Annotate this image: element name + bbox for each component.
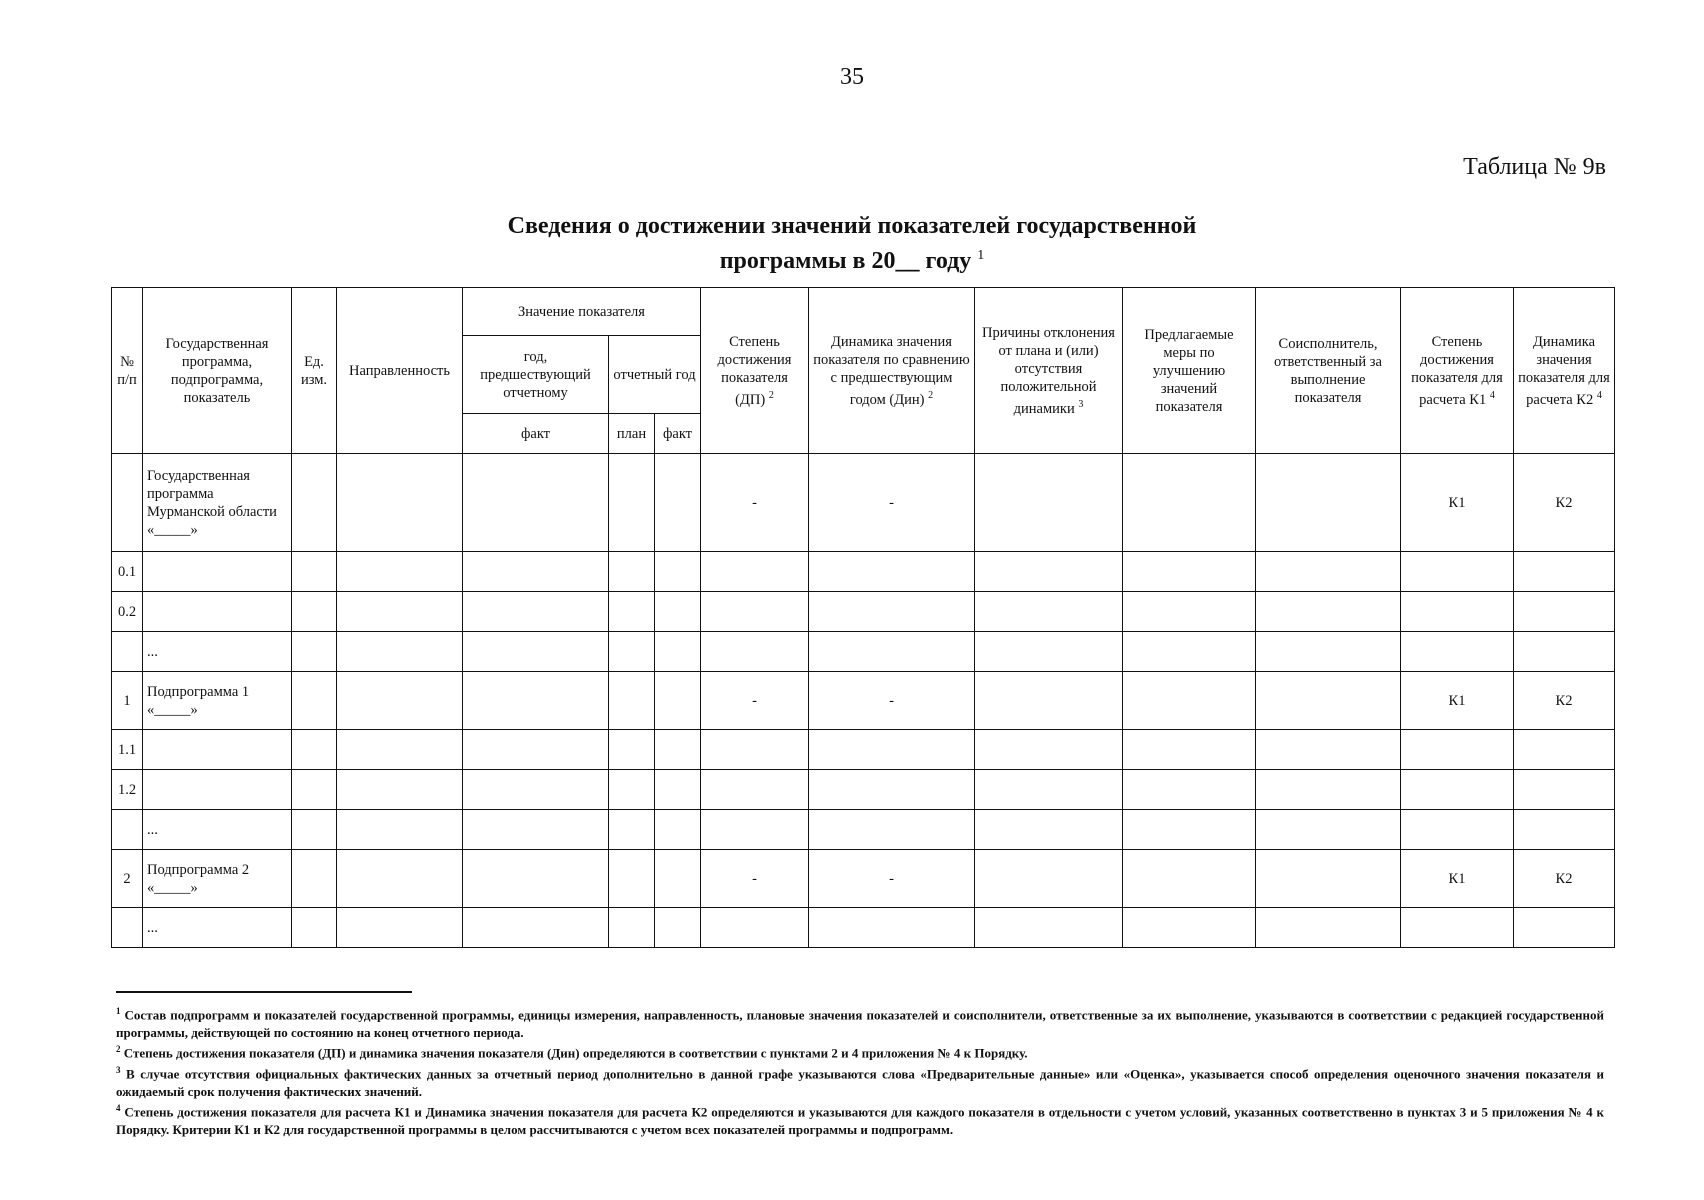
header-k2 bbox=[1514, 288, 1615, 454]
row-fact-cell bbox=[655, 454, 701, 552]
row-k1-cell: К1 bbox=[1401, 672, 1514, 730]
row-dp-cell: - bbox=[701, 850, 809, 908]
row-num-cell: 1.2 bbox=[112, 770, 143, 810]
row-din-cell bbox=[809, 770, 975, 810]
row-dp-cell bbox=[701, 810, 809, 850]
row-responsible-cell bbox=[1256, 672, 1401, 730]
title-line-2-text: программы в 20__ году bbox=[719, 248, 972, 274]
row-fact-cell bbox=[655, 632, 701, 672]
row-fact-cell bbox=[655, 908, 701, 948]
row-plan-cell bbox=[609, 730, 655, 770]
header-direction: Направленность bbox=[337, 288, 463, 454]
row-num-cell bbox=[112, 908, 143, 948]
row-num-cell: 0.2 bbox=[112, 592, 143, 632]
table-row bbox=[112, 770, 1615, 810]
row-k2-cell: К2 bbox=[1514, 850, 1615, 908]
table-row bbox=[112, 730, 1615, 770]
footnote bbox=[116, 1100, 1604, 1138]
row-direction-cell bbox=[337, 592, 463, 632]
row-din-cell: - bbox=[809, 672, 975, 730]
row-unit-cell bbox=[292, 454, 337, 552]
row-fact-cell bbox=[655, 810, 701, 850]
row-dp-cell bbox=[701, 770, 809, 810]
row-reasons-cell bbox=[975, 552, 1123, 592]
row-responsible-cell bbox=[1256, 552, 1401, 592]
row-k2-cell bbox=[1514, 908, 1615, 948]
header-dp bbox=[701, 288, 809, 454]
row-k2-cell bbox=[1514, 770, 1615, 810]
header-prev-year: год, предшествующий отчетному bbox=[463, 336, 609, 414]
header-reasons-mark: 3 bbox=[1078, 398, 1084, 410]
table-row bbox=[112, 454, 1615, 552]
row-plan-cell bbox=[609, 810, 655, 850]
row-measures-cell bbox=[1123, 850, 1256, 908]
header-program: Государственная программа, подпрограмма, показатель bbox=[143, 288, 292, 454]
row-reasons-cell bbox=[975, 592, 1123, 632]
row-direction-cell bbox=[337, 632, 463, 672]
row-responsible-cell bbox=[1256, 908, 1401, 948]
row-k2-cell bbox=[1514, 592, 1615, 632]
title-line-1: Сведения о достижении значений показателей государственной bbox=[507, 213, 1197, 239]
row-fact-prev-cell bbox=[463, 908, 609, 948]
footnote-text: Степень достижения показателя (ДП) и динамика значения показателя (Дин) определяются в соответствии с пунктами 2 и 4 приложения № 4 к Порядку. bbox=[123, 1045, 1028, 1061]
row-measures-cell bbox=[1123, 592, 1256, 632]
table-body bbox=[112, 454, 1615, 948]
row-unit-cell bbox=[292, 672, 337, 730]
row-din-cell bbox=[809, 810, 975, 850]
footnote-mark: 1 bbox=[116, 1006, 121, 1016]
row-name-cell: ... bbox=[143, 810, 292, 850]
title-footnote-mark: 1 bbox=[977, 248, 985, 263]
page-number: 35 bbox=[840, 64, 864, 90]
table-row bbox=[112, 850, 1615, 908]
row-k1-cell bbox=[1401, 552, 1514, 592]
row-k1-cell bbox=[1401, 592, 1514, 632]
table-row bbox=[112, 632, 1615, 672]
row-direction-cell bbox=[337, 730, 463, 770]
table-row bbox=[112, 908, 1615, 948]
header-k2-mark: 4 bbox=[1596, 389, 1602, 401]
row-num-cell bbox=[112, 632, 143, 672]
row-k2-cell bbox=[1514, 552, 1615, 592]
row-name-cell: ... bbox=[143, 908, 292, 948]
header-din-text: Динамика значения показателя по сравнению с предшествующим годом (Дин) bbox=[813, 333, 970, 408]
row-unit-cell bbox=[292, 552, 337, 592]
row-measures-cell bbox=[1123, 730, 1256, 770]
footnote-mark: 3 bbox=[116, 1065, 121, 1076]
row-fact-prev-cell bbox=[463, 810, 609, 850]
row-num-cell: 2 bbox=[112, 850, 143, 908]
header-reasons-text: Причины отклонения от плана и (или) отсутствия положительной динамики bbox=[982, 324, 1115, 417]
row-direction-cell bbox=[337, 908, 463, 948]
row-dp-cell bbox=[701, 552, 809, 592]
table-row bbox=[112, 552, 1615, 592]
row-name-cell: ... bbox=[143, 632, 292, 672]
row-reasons-cell bbox=[975, 850, 1123, 908]
header-unit: Ед. изм. bbox=[292, 288, 337, 454]
title-line-2 bbox=[0, 241, 1704, 276]
row-name-cell bbox=[143, 552, 292, 592]
row-measures-cell bbox=[1123, 632, 1256, 672]
row-num-cell bbox=[112, 810, 143, 850]
row-plan-cell bbox=[609, 552, 655, 592]
row-k1-cell bbox=[1401, 730, 1514, 770]
row-k2-cell: К2 bbox=[1514, 454, 1615, 552]
row-name-cell: Подпрограмма 1 «_____» bbox=[143, 672, 292, 730]
header-k2-text: Динамика значения показателя для расчета К2 bbox=[1518, 333, 1610, 408]
row-num-cell: 0.1 bbox=[112, 552, 143, 592]
row-unit-cell bbox=[292, 632, 337, 672]
row-num-cell bbox=[112, 454, 143, 552]
row-reasons-cell bbox=[975, 770, 1123, 810]
footnote-mark: 4 bbox=[116, 1103, 121, 1114]
row-fact-cell bbox=[655, 552, 701, 592]
footnote bbox=[116, 1041, 1604, 1062]
row-unit-cell bbox=[292, 730, 337, 770]
header-measures: Предлагаемые меры по улучшению значений показателя bbox=[1123, 288, 1256, 454]
table-label: Таблица № 9в bbox=[1463, 154, 1606, 180]
row-responsible-cell bbox=[1256, 770, 1401, 810]
row-responsible-cell bbox=[1256, 454, 1401, 552]
row-k1-cell: К1 bbox=[1401, 454, 1514, 552]
row-reasons-cell bbox=[975, 672, 1123, 730]
row-k2-cell bbox=[1514, 632, 1615, 672]
row-fact-prev-cell bbox=[463, 850, 609, 908]
footnote bbox=[116, 1003, 1604, 1041]
table-row bbox=[112, 810, 1615, 850]
row-fact-cell bbox=[655, 770, 701, 810]
report-table bbox=[111, 287, 1615, 948]
row-dp-cell bbox=[701, 730, 809, 770]
row-name-cell: Государственная программа Мурманской области «_____» bbox=[143, 454, 292, 552]
row-reasons-cell bbox=[975, 730, 1123, 770]
footnotes bbox=[116, 1003, 1604, 1139]
row-fact-cell bbox=[655, 850, 701, 908]
row-k1-cell: К1 bbox=[1401, 850, 1514, 908]
header-plan: план bbox=[609, 414, 655, 454]
header-report-year: отчетный год bbox=[609, 336, 701, 414]
row-k2-cell bbox=[1514, 730, 1615, 770]
row-fact-prev-cell bbox=[463, 454, 609, 552]
row-fact-prev-cell bbox=[463, 730, 609, 770]
row-dp-cell bbox=[701, 632, 809, 672]
header-num: № п/п bbox=[112, 288, 143, 454]
row-din-cell bbox=[809, 908, 975, 948]
row-responsible-cell bbox=[1256, 810, 1401, 850]
row-reasons-cell bbox=[975, 908, 1123, 948]
row-unit-cell bbox=[292, 770, 337, 810]
row-measures-cell bbox=[1123, 672, 1256, 730]
header-din bbox=[809, 288, 975, 454]
row-name-cell bbox=[143, 730, 292, 770]
row-unit-cell bbox=[292, 908, 337, 948]
row-name-cell bbox=[143, 770, 292, 810]
header-din-mark: 2 bbox=[928, 389, 934, 401]
row-responsible-cell bbox=[1256, 632, 1401, 672]
row-din-cell: - bbox=[809, 850, 975, 908]
row-dp-cell bbox=[701, 908, 809, 948]
row-dp-cell: - bbox=[701, 672, 809, 730]
row-reasons-cell bbox=[975, 454, 1123, 552]
row-k1-cell bbox=[1401, 810, 1514, 850]
footnote-text: Степень достижения показателя для расчета К1 и Динамика значения показателя для расчета К2 определяются и указываются для каждого показателя в отдельности с учетом условий, указанных соответственно в пунктах 3 и 5 приложения № 4 к Порядку. Критерии К1 и К2 для государственной программы в целом рассчитываются с учетом всех показателей программы и подпрограмм. bbox=[116, 1104, 1605, 1138]
row-fact-prev-cell bbox=[463, 632, 609, 672]
row-direction-cell bbox=[337, 672, 463, 730]
row-measures-cell bbox=[1123, 810, 1256, 850]
row-measures-cell bbox=[1123, 908, 1256, 948]
row-plan-cell bbox=[609, 454, 655, 552]
row-fact-cell bbox=[655, 592, 701, 632]
row-din-cell bbox=[809, 592, 975, 632]
header-dp-mark: 2 bbox=[768, 389, 774, 401]
row-plan-cell bbox=[609, 592, 655, 632]
row-reasons-cell bbox=[975, 810, 1123, 850]
header-responsible: Соисполнитель, ответственный за выполнение показателя bbox=[1256, 288, 1401, 454]
row-direction-cell bbox=[337, 810, 463, 850]
row-dp-cell bbox=[701, 592, 809, 632]
row-measures-cell bbox=[1123, 552, 1256, 592]
table-row bbox=[112, 592, 1615, 632]
row-din-cell bbox=[809, 730, 975, 770]
row-din-cell bbox=[809, 632, 975, 672]
row-k2-cell: К2 bbox=[1514, 672, 1615, 730]
footnote-text: В случае отсутствия официальных фактических данных за отчетный период дополнительно в данной графе указываются слова «Предварительные данные» или «Оценка», указывается способ определения оценочного значения показателя и ожидаемый срок получения фактических значений. bbox=[116, 1066, 1604, 1099]
row-din-cell: - bbox=[809, 454, 975, 552]
row-din-cell bbox=[809, 552, 975, 592]
row-reasons-cell bbox=[975, 632, 1123, 672]
row-fact-prev-cell bbox=[463, 552, 609, 592]
row-unit-cell bbox=[292, 850, 337, 908]
header-fact: факт bbox=[655, 414, 701, 454]
row-num-cell: 1 bbox=[112, 672, 143, 730]
row-num-cell: 1.1 bbox=[112, 730, 143, 770]
header-fact-prev: факт bbox=[463, 414, 609, 454]
row-plan-cell bbox=[609, 850, 655, 908]
row-fact-cell bbox=[655, 672, 701, 730]
row-k1-cell bbox=[1401, 632, 1514, 672]
row-fact-prev-cell bbox=[463, 672, 609, 730]
footnote-separator bbox=[116, 991, 412, 993]
row-responsible-cell bbox=[1256, 592, 1401, 632]
row-k1-cell bbox=[1401, 908, 1514, 948]
footnote bbox=[116, 1062, 1604, 1100]
row-name-cell bbox=[143, 592, 292, 632]
table-row bbox=[112, 672, 1615, 730]
row-dp-cell: - bbox=[701, 454, 809, 552]
header-value-group: Значение показателя bbox=[463, 288, 701, 336]
row-direction-cell bbox=[337, 552, 463, 592]
row-measures-cell bbox=[1123, 770, 1256, 810]
footnote-mark: 2 bbox=[116, 1044, 121, 1055]
header-reasons bbox=[975, 288, 1123, 454]
row-unit-cell bbox=[292, 810, 337, 850]
row-k2-cell bbox=[1514, 810, 1615, 850]
document-title bbox=[0, 211, 1704, 276]
row-plan-cell bbox=[609, 908, 655, 948]
footnote-text: Состав подпрограмм и показателей государственной программы, единицы измерения, направленность, плановые значения показателей и соисполнители, ответственные за их выполнение, указываются в соответствии с редакцией государственной программы, действующей по состоянию на конец отчетного периода. bbox=[116, 1007, 1605, 1040]
row-name-cell: Подпрограмма 2 «_____» bbox=[143, 850, 292, 908]
row-fact-prev-cell bbox=[463, 592, 609, 632]
row-unit-cell bbox=[292, 592, 337, 632]
row-responsible-cell bbox=[1256, 850, 1401, 908]
row-direction-cell bbox=[337, 850, 463, 908]
header-k1 bbox=[1401, 288, 1514, 454]
header-dp-text: Степень достижения показателя (ДП) bbox=[717, 333, 792, 408]
header-k1-mark: 4 bbox=[1489, 389, 1495, 401]
header-k1-text: Степень достижения показателя для расчета К1 bbox=[1411, 333, 1503, 408]
row-plan-cell bbox=[609, 632, 655, 672]
row-fact-cell bbox=[655, 730, 701, 770]
row-measures-cell bbox=[1123, 454, 1256, 552]
row-plan-cell bbox=[609, 672, 655, 730]
row-direction-cell bbox=[337, 454, 463, 552]
row-fact-prev-cell bbox=[463, 770, 609, 810]
row-plan-cell bbox=[609, 770, 655, 810]
row-responsible-cell bbox=[1256, 730, 1401, 770]
row-k1-cell bbox=[1401, 770, 1514, 810]
row-direction-cell bbox=[337, 770, 463, 810]
